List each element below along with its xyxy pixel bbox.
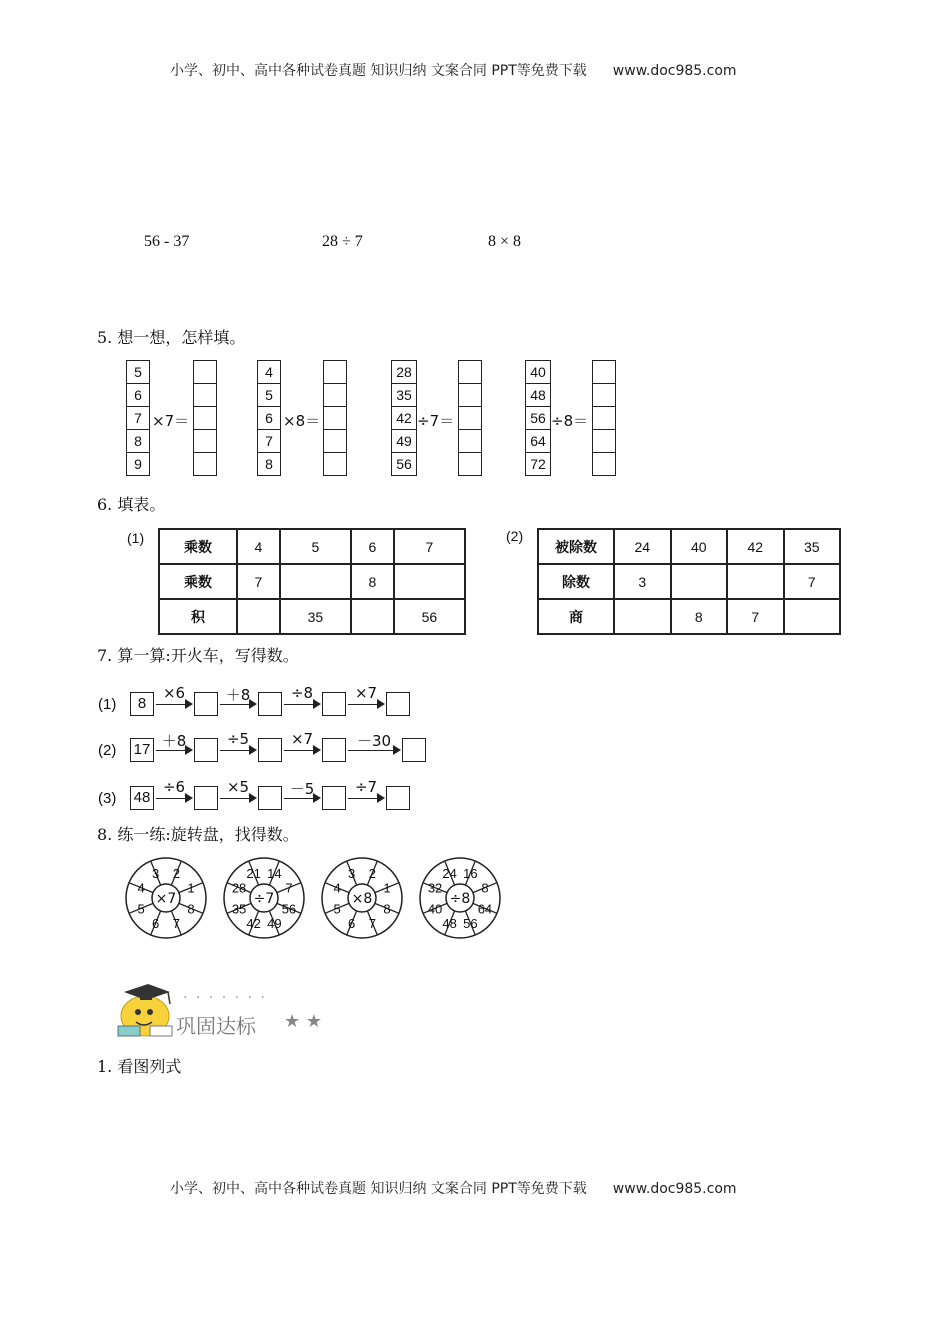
- q5-number: 48: [526, 384, 550, 407]
- answer-box[interactable]: [324, 407, 346, 430]
- q5-answer-column[interactable]: [323, 360, 347, 476]
- answer-box[interactable]: [194, 384, 216, 407]
- q5-number: 49: [392, 430, 416, 453]
- table-cell: 7: [727, 599, 784, 634]
- table-cell: 7: [237, 564, 280, 599]
- wheel-number: 35: [231, 901, 247, 917]
- arrow: [282, 684, 322, 716]
- wheel-number: 49: [267, 915, 282, 931]
- arrow: [346, 684, 386, 716]
- header-text: 小学、初中、高中各种试卷真题 知识归纳 文案合同 PPT等免费下载: [170, 63, 587, 79]
- table2-label: (2): [506, 528, 524, 544]
- wheel-number: 42: [246, 915, 261, 931]
- q5-number: 72: [530, 456, 546, 472]
- arrow-op: ＋8: [225, 686, 251, 704]
- table-header: 积: [159, 599, 237, 634]
- train-start: 8: [130, 692, 154, 716]
- arrow: [218, 730, 258, 762]
- table-header: 乘数: [159, 529, 237, 564]
- table-cell: 35: [280, 599, 351, 634]
- q5-number: 6: [127, 384, 149, 407]
- arrow-op: ×7: [354, 684, 378, 702]
- answer-box[interactable]: [459, 430, 481, 453]
- table-cell: 5: [280, 529, 351, 564]
- q5-number: 6: [258, 407, 280, 430]
- wheel-center: ×8: [351, 891, 373, 907]
- wheel: [126, 858, 206, 938]
- q5-number: 28: [392, 361, 416, 384]
- wheel-number: 5: [333, 901, 341, 917]
- answer-box[interactable]: [324, 361, 346, 384]
- wheel-number: 14: [267, 866, 282, 882]
- q5-operator: ÷8＝: [551, 412, 589, 430]
- table-cell[interactable]: [351, 599, 394, 634]
- arrow-op: －30: [356, 732, 392, 750]
- table-header: 被除数: [538, 529, 614, 564]
- section-title: 巩固达标: [176, 1014, 256, 1038]
- table1-label: (1): [127, 530, 145, 546]
- wheel-number: 32: [427, 880, 443, 896]
- answer-box[interactable]: [258, 786, 282, 810]
- q5-number: 40: [526, 361, 550, 384]
- table-1: [158, 528, 466, 635]
- answer-box[interactable]: [258, 692, 282, 716]
- q5-operator: ×7＝: [152, 412, 190, 430]
- q5-number: 56: [396, 456, 412, 472]
- wheel-center: ×7: [155, 891, 177, 907]
- calc-2: 28 ÷ 7: [322, 233, 363, 250]
- answer-box[interactable]: [386, 786, 410, 810]
- q8-wheels: [120, 852, 520, 944]
- train-start: 17: [130, 738, 154, 762]
- wheel-number: 1: [383, 880, 391, 896]
- calc-1: 56 - 37: [144, 233, 190, 250]
- wheel-number: 56: [281, 901, 297, 917]
- arrow-op: ×7: [290, 730, 314, 748]
- wheel-number: 21: [246, 866, 261, 882]
- table-cell[interactable]: [394, 564, 465, 599]
- train-label: (2): [98, 742, 117, 759]
- arrow: [218, 778, 258, 810]
- q5-number: 8: [127, 430, 149, 453]
- answer-box[interactable]: [194, 407, 216, 430]
- arrow: [218, 688, 258, 716]
- wheel-number: 6: [348, 915, 356, 931]
- table-cell[interactable]: [727, 564, 784, 599]
- wheel: [420, 858, 500, 938]
- q5-number: 5: [127, 361, 149, 384]
- wheel-number: 8: [481, 880, 489, 896]
- wheel-center: ÷8: [449, 891, 471, 907]
- wheel-number: 5: [137, 901, 145, 917]
- arrow-op: ×5: [226, 778, 250, 796]
- table-cell: 24: [614, 529, 671, 564]
- wheel-number: 1: [187, 880, 195, 896]
- wheel-number: 3: [348, 866, 356, 882]
- table-cell: 35: [784, 529, 841, 564]
- wheel-number: 7: [172, 915, 180, 931]
- mascot-icon: [110, 978, 180, 1040]
- table-header: 商: [538, 599, 614, 634]
- footer-url[interactable]: www.doc985.com: [612, 1181, 737, 1197]
- wheel-number: 64: [477, 901, 493, 917]
- wheel-number: 4: [137, 880, 145, 896]
- q5-operator: ×8＝: [283, 412, 321, 430]
- answer-box[interactable]: [194, 361, 216, 384]
- table-cell: 7: [784, 564, 841, 599]
- table-cell: 8: [671, 599, 728, 634]
- q6-title: 6. 填表。: [97, 495, 166, 514]
- answer-box[interactable]: [194, 692, 218, 716]
- answer-box[interactable]: [324, 453, 346, 475]
- arrow-op: ＋8: [161, 732, 187, 750]
- q5-answer-column[interactable]: [193, 360, 217, 476]
- answer-box[interactable]: [593, 430, 615, 453]
- wheel-number: 2: [368, 866, 376, 882]
- answer-box[interactable]: [194, 430, 216, 453]
- answer-box[interactable]: [194, 453, 216, 475]
- table-cell: 3: [614, 564, 671, 599]
- wheel-number: 8: [383, 901, 391, 917]
- q5-number: 8: [265, 456, 273, 472]
- section-stars: ★ ★: [284, 1011, 322, 1032]
- q5-numbers-column: [126, 360, 150, 476]
- q5-numbers-column: [257, 360, 281, 476]
- table-cell: 6: [351, 529, 394, 564]
- wheel-number: 4: [333, 880, 341, 896]
- answer-box[interactable]: [459, 407, 481, 430]
- q5-numbers-column: [391, 360, 417, 476]
- answer-box[interactable]: [386, 692, 410, 716]
- table-cell[interactable]: [280, 564, 351, 599]
- wheel-center: ÷7: [253, 891, 275, 907]
- answer-box[interactable]: [459, 384, 481, 407]
- arrow: [346, 734, 402, 762]
- answer-box[interactable]: [194, 786, 218, 810]
- table-header: 除数: [538, 564, 614, 599]
- arrow: [154, 778, 194, 810]
- wheel-number: 24: [442, 866, 457, 882]
- wheel-number: 40: [427, 901, 443, 917]
- q5-number: 4: [258, 361, 280, 384]
- wheel-number: 28: [231, 880, 247, 896]
- wheel: [322, 858, 402, 938]
- answer-box[interactable]: [324, 384, 346, 407]
- table-cell[interactable]: [784, 599, 841, 634]
- wheel-number: 56: [463, 915, 478, 931]
- train-row-1: [98, 684, 410, 716]
- q5-number: 7: [258, 430, 280, 453]
- train-row-3: [98, 778, 410, 810]
- answer-box[interactable]: [322, 692, 346, 716]
- arrow-op: ÷8: [290, 684, 314, 702]
- table-cell[interactable]: [237, 599, 280, 634]
- wheel-number: 6: [152, 915, 160, 931]
- arrow-op: ÷6: [162, 778, 186, 796]
- footer-text: 小学、初中、高中各种试卷真题 知识归纳 文案合同 PPT等免费下载: [170, 1181, 587, 1197]
- answer-box[interactable]: [593, 384, 615, 407]
- q5-title: 5. 想一想，怎样填。: [97, 328, 246, 347]
- answer-box[interactable]: [593, 453, 615, 475]
- train-label: (1): [98, 696, 117, 713]
- page-header: [170, 60, 737, 80]
- arrow: [154, 684, 194, 716]
- arrow: [154, 734, 194, 762]
- wheel-number: 7: [285, 880, 293, 896]
- arrow-op: ÷7: [354, 778, 378, 796]
- table-2: [537, 528, 841, 635]
- train-start: 48: [130, 786, 154, 810]
- page-footer: [170, 1178, 737, 1198]
- answer-box[interactable]: [593, 361, 615, 384]
- q5-number: 56: [526, 407, 550, 430]
- wheel-number: 7: [368, 915, 376, 931]
- q5-operator: ÷7＝: [417, 412, 455, 430]
- wheel-number: 8: [187, 901, 195, 917]
- section-dots: · · · · · · ·: [183, 990, 267, 1006]
- answer-box[interactable]: [402, 738, 426, 762]
- arrow: [346, 778, 386, 810]
- answer-box[interactable]: [322, 786, 346, 810]
- arrow: [282, 730, 322, 762]
- table-cell[interactable]: [671, 564, 728, 599]
- answer-box[interactable]: [459, 361, 481, 384]
- answer-box[interactable]: [459, 453, 481, 475]
- q5-number: 5: [258, 384, 280, 407]
- wheel-number: 48: [442, 915, 457, 931]
- header-url[interactable]: www.doc985.com: [612, 63, 737, 79]
- answer-box[interactable]: [258, 738, 282, 762]
- q5-answer-column[interactable]: [458, 360, 482, 476]
- q5-number: 9: [134, 456, 142, 472]
- arrow-op: －5: [289, 780, 315, 798]
- q5-number: 7: [127, 407, 149, 430]
- answer-box[interactable]: [322, 738, 346, 762]
- table-cell: 7: [394, 529, 465, 564]
- arrow-op: ÷5: [226, 730, 250, 748]
- table-cell: 56: [394, 599, 465, 634]
- q5-numbers-column: [525, 360, 551, 476]
- arrow: [282, 782, 322, 810]
- q5-number: 35: [392, 384, 416, 407]
- answer-box[interactable]: [324, 430, 346, 453]
- q1-title: 1. 看图列式: [97, 1057, 182, 1076]
- table-cell: 4: [237, 529, 280, 564]
- arrow-op: ×6: [162, 684, 186, 702]
- q5-number: 42: [392, 407, 416, 430]
- q7-title: 7. 算一算:开火车，写得数。: [97, 646, 299, 665]
- table-cell: 40: [671, 529, 728, 564]
- wheel-number: 3: [152, 866, 160, 882]
- q5-number: 64: [526, 430, 550, 453]
- answer-box[interactable]: [194, 738, 218, 762]
- wheel-number: 2: [172, 866, 180, 882]
- train-row-2: [98, 730, 426, 762]
- table-cell[interactable]: [614, 599, 671, 634]
- answer-box[interactable]: [593, 407, 615, 430]
- wheel-number: 16: [463, 866, 478, 882]
- table-cell: 42: [727, 529, 784, 564]
- table-cell: 8: [351, 564, 394, 599]
- train-label: (3): [98, 790, 117, 807]
- table-header: 乘数: [159, 564, 237, 599]
- calc-3: 8 × 8: [488, 233, 522, 250]
- q8-title: 8. 练一练:旋转盘，找得数。: [97, 825, 299, 844]
- q5-answer-column[interactable]: [592, 360, 616, 476]
- wheel: [224, 858, 304, 938]
